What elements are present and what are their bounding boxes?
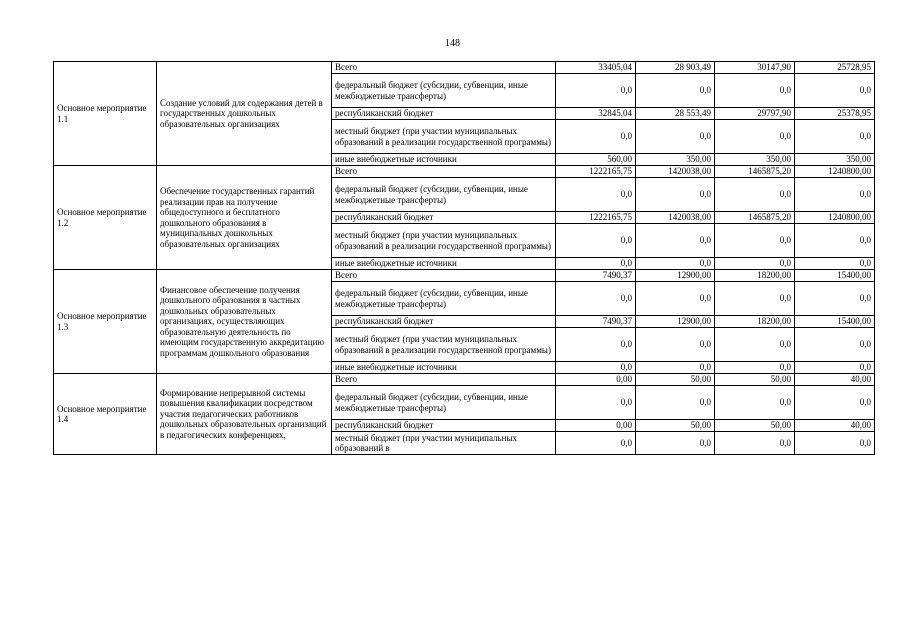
funding-source-cell: иные внебюджетные источники bbox=[332, 362, 556, 374]
funding-source-cell: республиканский бюджет bbox=[332, 212, 556, 224]
event-name-cell: Основное мероприятие 1.3 bbox=[54, 270, 157, 374]
amount-cell: 0,0 bbox=[556, 120, 636, 154]
amount-cell: 1240800,00 bbox=[795, 212, 875, 224]
amount-cell: 0,0 bbox=[715, 258, 795, 270]
funding-source-cell: местный бюджет (при участии муниципальных образований в реализации государственной программы) bbox=[332, 328, 556, 362]
amount-cell: 0,0 bbox=[636, 282, 715, 316]
event-title-cell: Создание условий для содержания детей в государственных дошкольных образовательных организациях bbox=[157, 62, 332, 166]
amount-cell: 30147,90 bbox=[715, 62, 795, 74]
amount-cell: 0,00 bbox=[556, 374, 636, 386]
amount-cell: 50,00 bbox=[636, 374, 715, 386]
amount-cell: 0,0 bbox=[715, 432, 795, 455]
amount-cell: 40,00 bbox=[795, 374, 875, 386]
amount-cell: 0,0 bbox=[556, 178, 636, 212]
amount-cell: 0,0 bbox=[636, 362, 715, 374]
funding-source-cell: республиканский бюджет bbox=[332, 316, 556, 328]
page-number: 148 bbox=[445, 38, 460, 49]
funding-source-cell: республиканский бюджет bbox=[332, 420, 556, 432]
amount-cell: 15400,00 bbox=[795, 316, 875, 328]
amount-cell: 0,0 bbox=[636, 328, 715, 362]
budget-table bbox=[53, 61, 875, 455]
table-row bbox=[54, 270, 875, 282]
amount-cell: 1222165,75 bbox=[556, 166, 636, 178]
amount-cell: 0,0 bbox=[715, 224, 795, 258]
funding-source-cell: местный бюджет (при участии муниципальных образований в bbox=[332, 432, 556, 455]
amount-cell: 7490,37 bbox=[556, 270, 636, 282]
amount-cell: 0,0 bbox=[715, 362, 795, 374]
amount-cell: 0,0 bbox=[556, 386, 636, 420]
amount-cell: 0,0 bbox=[636, 74, 715, 108]
amount-cell: 0,0 bbox=[715, 282, 795, 316]
amount-cell: 0,0 bbox=[556, 328, 636, 362]
amount-cell: 12900,00 bbox=[636, 270, 715, 282]
amount-cell: 350,00 bbox=[795, 154, 875, 166]
amount-cell: 50,00 bbox=[715, 374, 795, 386]
amount-cell: 1420038,00 bbox=[636, 212, 715, 224]
funding-source-cell: местный бюджет (при участии муниципальных образований в реализации государственной программы) bbox=[332, 120, 556, 154]
event-title-cell: Финансовое обеспечение получения дошкольного образования в частных дошкольных образовательных организациях, осуществляющих образовательную деятельность по имеющим государственную аккредитацию программам дошкольного образования bbox=[157, 270, 332, 374]
amount-cell: 12900,00 bbox=[636, 316, 715, 328]
amount-cell: 50,00 bbox=[715, 420, 795, 432]
amount-cell: 0,0 bbox=[556, 258, 636, 270]
funding-source-cell: федеральный бюджет (субсидии, субвенции, иные межбюджетные трансферты) bbox=[332, 282, 556, 316]
funding-source-cell: федеральный бюджет (субсидии, субвенции, иные межбюджетные трансферты) bbox=[332, 74, 556, 108]
amount-cell: 560,00 bbox=[556, 154, 636, 166]
amount-cell: 0,0 bbox=[636, 178, 715, 212]
amount-cell: 0,0 bbox=[556, 282, 636, 316]
funding-source-cell: местный бюджет (при участии муниципальных образований в реализации государственной программы) bbox=[332, 224, 556, 258]
amount-cell: 0,0 bbox=[556, 224, 636, 258]
amount-cell: 0,0 bbox=[795, 74, 875, 108]
funding-source-cell: Всего bbox=[332, 270, 556, 282]
amount-cell: 50,00 bbox=[636, 420, 715, 432]
amount-cell: 0,0 bbox=[556, 74, 636, 108]
funding-source-cell: республиканский бюджет bbox=[332, 108, 556, 120]
amount-cell: 0,0 bbox=[636, 432, 715, 455]
funding-source-cell: федеральный бюджет (субсидии, субвенции, иные межбюджетные трансферты) bbox=[332, 386, 556, 420]
amount-cell: 28 553,49 bbox=[636, 108, 715, 120]
amount-cell: 0,0 bbox=[795, 282, 875, 316]
table-row bbox=[54, 374, 875, 386]
table-row bbox=[54, 62, 875, 74]
amount-cell: 1222165,75 bbox=[556, 212, 636, 224]
amount-cell: 0,00 bbox=[556, 420, 636, 432]
amount-cell: 18200,00 bbox=[715, 270, 795, 282]
amount-cell: 0,0 bbox=[636, 224, 715, 258]
amount-cell: 0,0 bbox=[715, 120, 795, 154]
amount-cell: 1465875,20 bbox=[715, 166, 795, 178]
amount-cell: 0,0 bbox=[795, 386, 875, 420]
amount-cell: 0,0 bbox=[795, 432, 875, 455]
amount-cell: 0,0 bbox=[715, 386, 795, 420]
funding-source-cell: Всего bbox=[332, 166, 556, 178]
amount-cell: 0,0 bbox=[715, 74, 795, 108]
amount-cell: 0,0 bbox=[636, 120, 715, 154]
event-title-cell: Обеспечение государственных гарантий реализации прав на получение общедоступного и бесплатного дошкольного образования в муниципальных дошкольных образовательных организациях bbox=[157, 166, 332, 270]
amount-cell: 1420038,00 bbox=[636, 166, 715, 178]
funding-source-cell: Всего bbox=[332, 62, 556, 74]
event-name-cell: Основное мероприятие 1.4 bbox=[54, 374, 157, 455]
amount-cell: 350,00 bbox=[715, 154, 795, 166]
amount-cell: 0,0 bbox=[795, 328, 875, 362]
amount-cell: 0,0 bbox=[636, 258, 715, 270]
event-name-cell: Основное мероприятие 1.1 bbox=[54, 62, 157, 166]
amount-cell: 0,0 bbox=[795, 224, 875, 258]
amount-cell: 1465875,20 bbox=[715, 212, 795, 224]
amount-cell: 0,0 bbox=[556, 432, 636, 455]
amount-cell: 0,0 bbox=[556, 362, 636, 374]
amount-cell: 0,0 bbox=[795, 258, 875, 270]
amount-cell: 0,0 bbox=[636, 386, 715, 420]
amount-cell: 33405,04 bbox=[556, 62, 636, 74]
amount-cell: 29797,90 bbox=[715, 108, 795, 120]
amount-cell: 1240800,00 bbox=[795, 166, 875, 178]
amount-cell: 32845,04 bbox=[556, 108, 636, 120]
amount-cell: 0,0 bbox=[795, 178, 875, 212]
amount-cell: 0,0 bbox=[715, 328, 795, 362]
amount-cell: 25378,95 bbox=[795, 108, 875, 120]
amount-cell: 28 903,49 bbox=[636, 62, 715, 74]
amount-cell: 0,0 bbox=[715, 178, 795, 212]
amount-cell: 0,0 bbox=[795, 362, 875, 374]
amount-cell: 0,0 bbox=[795, 120, 875, 154]
amount-cell: 25728,95 bbox=[795, 62, 875, 74]
funding-source-cell: иные внебюджетные источники bbox=[332, 154, 556, 166]
amount-cell: 350,00 bbox=[636, 154, 715, 166]
funding-source-cell: федеральный бюджет (субсидии, субвенции, иные межбюджетные трансферты) bbox=[332, 178, 556, 212]
amount-cell: 7490,37 bbox=[556, 316, 636, 328]
table-row bbox=[54, 166, 875, 178]
amount-cell: 40,00 bbox=[795, 420, 875, 432]
amount-cell: 18200,00 bbox=[715, 316, 795, 328]
event-name-cell: Основное мероприятие 1.2 bbox=[54, 166, 157, 270]
amount-cell: 15400,00 bbox=[795, 270, 875, 282]
funding-source-cell: иные внебюджетные источники bbox=[332, 258, 556, 270]
funding-source-cell: Всего bbox=[332, 374, 556, 386]
event-title-cell: Формирование непрерывной системы повышения квалификации посредством участия педагогических работников дошкольных образовательных организаций в педагогических конференциях, bbox=[157, 374, 332, 455]
